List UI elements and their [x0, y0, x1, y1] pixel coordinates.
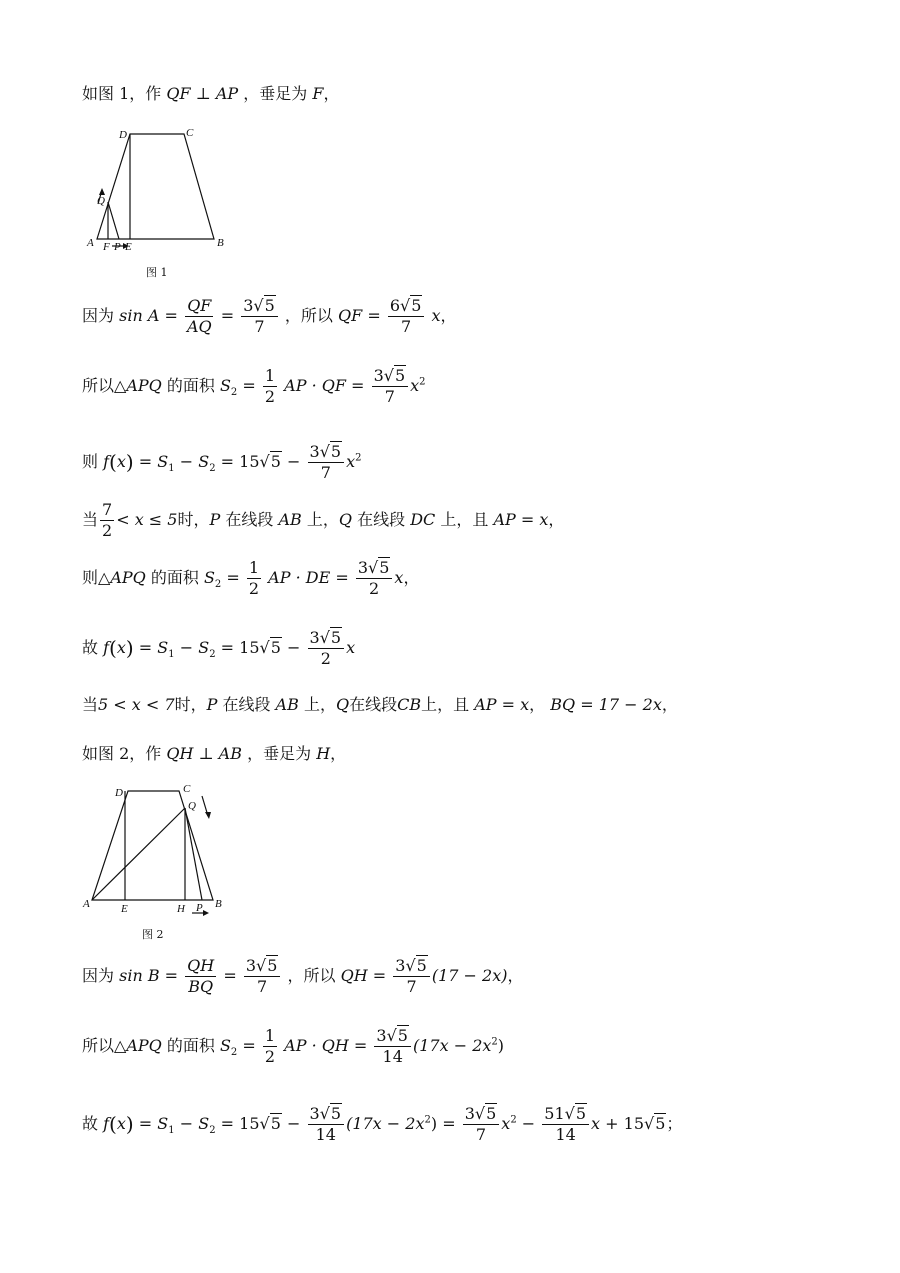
numerator	[374, 1028, 411, 1047]
denominator: 7	[257, 977, 268, 996]
math-expression: QH =	[340, 966, 387, 985]
figure-2	[82, 780, 242, 945]
denominator: 2	[264, 387, 276, 406]
numerator: 7	[102, 500, 113, 519]
math-var: H	[316, 744, 331, 763]
label-a: A	[87, 237, 94, 249]
minus: −	[287, 638, 301, 657]
numerator	[244, 958, 281, 977]
punct: ；	[666, 1114, 683, 1133]
radicand: 5	[264, 296, 275, 315]
sqrt-symbol: √5	[474, 1104, 497, 1123]
text: 上，	[303, 695, 336, 714]
radicand: 5	[397, 1026, 408, 1045]
paren: )	[125, 450, 134, 474]
numerator: QF	[187, 296, 212, 315]
fraction	[463, 1106, 500, 1143]
math-var: S	[157, 452, 169, 471]
subscript: 2	[209, 649, 216, 661]
line-3	[82, 368, 426, 405]
superscript: 2	[491, 1036, 498, 1048]
segment-aq	[92, 808, 185, 900]
paren: (	[109, 636, 117, 660]
sqrt-symbol: √5	[319, 442, 342, 461]
math-var: x	[431, 306, 441, 325]
radicand: 5	[486, 1104, 497, 1123]
radicand: 5	[270, 638, 281, 657]
text: ，所以	[287, 966, 336, 985]
math-var: AB	[278, 510, 302, 529]
punct: ，	[548, 510, 565, 529]
equals: =	[242, 376, 256, 395]
sqrt-symbol: √5	[319, 1104, 342, 1123]
radicand: 5	[270, 452, 281, 471]
math-var: CB	[397, 695, 422, 714]
math-expression: (17x − 2x	[412, 1036, 492, 1055]
subscript: 2	[209, 463, 216, 475]
paren: )	[125, 1112, 134, 1136]
text: 时，	[177, 510, 210, 529]
radicand: 5	[416, 956, 427, 975]
math-expression: QH ⊥ AB	[166, 744, 242, 763]
denominator: 2	[369, 579, 380, 598]
text: 如图 2，作	[82, 744, 162, 763]
text: 在线段	[222, 695, 271, 714]
denominator: 7	[254, 317, 265, 336]
coef: 3	[309, 628, 320, 647]
label-e: E	[121, 903, 128, 915]
math-var: x	[346, 638, 356, 657]
text: 当	[82, 695, 99, 714]
segment-qp	[185, 808, 202, 900]
math-expression: (17x − 2x	[346, 1114, 425, 1133]
numerator	[393, 958, 430, 977]
fraction	[542, 1106, 589, 1143]
line-4	[82, 444, 361, 481]
label-q: Q	[188, 800, 196, 812]
line-10	[82, 958, 524, 995]
text: ，垂足为	[243, 84, 308, 103]
numerator: QH	[187, 956, 215, 975]
label-p: P	[114, 241, 121, 253]
expression: + 15	[605, 1114, 645, 1133]
sqrt-symbol: √5	[368, 558, 390, 577]
numerator: 1	[264, 366, 276, 385]
math-var: x	[346, 452, 356, 471]
math-var: x	[591, 1114, 601, 1133]
text: 上，且	[440, 510, 489, 529]
math-var: F	[312, 84, 324, 103]
equals: =	[226, 568, 240, 587]
punct: ，	[323, 84, 340, 103]
denominator: 7	[384, 387, 395, 406]
coef: 3	[395, 956, 406, 975]
equals: =	[242, 1036, 256, 1055]
line-6	[82, 560, 419, 597]
label-h: H	[177, 903, 185, 915]
fraction	[308, 1106, 345, 1143]
denominator: 14	[555, 1125, 576, 1144]
label-e: E	[125, 241, 132, 253]
radicand: 5	[411, 296, 422, 315]
math-var: APQ	[126, 1036, 162, 1055]
radicand: 5	[330, 628, 342, 647]
arrowhead-q-icon	[205, 812, 211, 819]
punct: ，	[529, 695, 546, 714]
equals: =	[223, 966, 237, 985]
math-var: S	[219, 376, 231, 395]
fraction	[374, 1028, 411, 1065]
coef: 3	[245, 956, 257, 975]
sqrt-symbol: √5	[253, 296, 275, 315]
math-var: APQ	[110, 568, 146, 587]
punct: ，	[403, 568, 420, 587]
numerator: 1	[264, 1026, 276, 1045]
math-expression: BQ = 17 − 2x	[550, 695, 662, 714]
figure-2-diagram	[82, 780, 242, 945]
punct: ，	[440, 306, 457, 325]
math-var: x	[410, 376, 420, 395]
math-var: x	[394, 568, 404, 587]
coef: 51	[544, 1104, 565, 1123]
math-var: APQ	[126, 376, 162, 395]
math-expression: (17 − 2x)	[431, 966, 508, 985]
numerator	[308, 1106, 345, 1125]
coef: 3	[464, 1104, 475, 1123]
text: 当	[82, 510, 99, 529]
radicand: 5	[394, 366, 406, 385]
line-2	[82, 298, 457, 335]
superscript: 2	[419, 376, 426, 388]
denominator: AQ	[186, 317, 212, 336]
math-var: Q	[335, 695, 350, 714]
math-expression: AP = x	[474, 695, 530, 714]
math-var: x	[116, 1114, 126, 1133]
text: 的面积	[150, 568, 199, 587]
sqrt-symbol: √5	[564, 1104, 587, 1123]
numerator	[372, 368, 409, 387]
math-expression: AP · QF =	[284, 376, 365, 395]
label-c: C	[186, 127, 194, 139]
text: 所以△	[82, 376, 127, 395]
fraction	[372, 368, 409, 405]
math-var: S	[198, 638, 210, 657]
minus: −	[287, 452, 301, 471]
math-var: S	[203, 568, 215, 587]
sqrt-symbol: √5	[644, 1114, 666, 1133]
punct: ，	[661, 695, 678, 714]
math-var: f	[103, 1114, 110, 1133]
superscript: 2	[355, 452, 362, 464]
math-var: P	[209, 510, 221, 529]
fraction	[263, 1028, 277, 1065]
paren: (	[109, 1112, 117, 1136]
sqrt-symbol: √5	[256, 956, 278, 975]
fraction	[388, 298, 425, 335]
punct: ，	[507, 966, 524, 985]
coef: 3	[309, 1104, 320, 1123]
subscript: 2	[209, 1125, 216, 1137]
radicand: 5	[270, 1114, 281, 1133]
math-var: DC	[410, 510, 436, 529]
math-var: S	[219, 1036, 231, 1055]
text: 上，且	[421, 695, 470, 714]
denominator: 7	[401, 317, 412, 336]
math-var: AB	[275, 695, 299, 714]
line-5	[82, 502, 564, 539]
fraction	[356, 560, 393, 597]
sqrt-symbol: √5	[383, 366, 406, 385]
coef: 3	[373, 366, 384, 385]
expression: = 15	[220, 1114, 260, 1133]
paren: )	[125, 636, 134, 660]
line-11	[82, 1028, 504, 1065]
equals: =	[138, 1114, 153, 1133]
subscript: 2	[230, 387, 238, 399]
label-b: B	[215, 898, 222, 910]
text: 因为	[82, 306, 115, 325]
radicand: 5	[330, 1104, 342, 1123]
text: ，垂足为	[247, 744, 312, 763]
radicand: 5	[575, 1104, 587, 1123]
expression: = 15	[220, 452, 260, 471]
fraction	[263, 368, 277, 405]
line-9	[82, 746, 346, 762]
numerator	[308, 630, 345, 649]
label-a: A	[83, 898, 90, 910]
label-c: C	[183, 783, 191, 795]
numerator: 1	[248, 558, 260, 577]
minus: −	[179, 452, 194, 471]
denominator: 14	[382, 1047, 403, 1066]
math-var: P	[206, 695, 218, 714]
sqrt-symbol: √5	[405, 956, 427, 975]
numerator	[308, 444, 345, 463]
math-var: f	[103, 452, 110, 471]
math-var: S	[198, 1114, 210, 1133]
fraction	[393, 958, 430, 995]
sqrt-symbol: √5	[259, 1114, 281, 1133]
subscript: 1	[168, 1125, 175, 1137]
text: 故	[82, 1114, 99, 1133]
text: 在线段	[349, 695, 398, 714]
subscript: 2	[214, 579, 222, 591]
fraction	[185, 298, 214, 335]
arrowhead-p-icon	[203, 910, 209, 916]
text: 时，	[174, 695, 207, 714]
math-expression: QF ⊥ AP	[166, 84, 239, 103]
equals: =	[220, 306, 235, 325]
text: 因为	[82, 966, 115, 985]
paren: )	[497, 1036, 505, 1055]
math-expression: AP · QH =	[284, 1036, 368, 1055]
minus: −	[179, 1114, 194, 1133]
math-var: S	[157, 638, 169, 657]
math-expression: 5 < x < 7	[98, 695, 175, 714]
text: 所以△	[82, 1036, 127, 1055]
coef: 3	[376, 1026, 387, 1045]
fraction	[100, 502, 114, 539]
coef: 3	[243, 296, 254, 315]
superscript: 2	[510, 1114, 517, 1126]
subscript: 1	[168, 463, 175, 475]
sqrt-symbol: √5	[400, 296, 422, 315]
math-var: Q	[338, 510, 353, 529]
label-d: D	[119, 129, 127, 141]
denominator: 2	[248, 579, 260, 598]
math-var: S	[198, 452, 210, 471]
radicand: 5	[330, 442, 342, 461]
line-7	[82, 630, 355, 667]
math-expression: AP · DE =	[268, 568, 349, 587]
math-expression: sin B =	[119, 966, 179, 985]
math-var: x	[116, 638, 126, 657]
text: 上，	[306, 510, 339, 529]
subscript: 1	[168, 649, 175, 661]
equals: =	[138, 452, 153, 471]
fraction	[244, 958, 281, 995]
denominator: 2	[102, 521, 113, 540]
math-var: x	[116, 452, 126, 471]
coef: 6	[389, 296, 401, 315]
equals: =	[442, 1114, 456, 1133]
paren: (	[109, 450, 117, 474]
label-b: B	[217, 237, 224, 249]
label-d: D	[115, 787, 123, 799]
coef: 3	[357, 558, 369, 577]
text: 的面积	[166, 1036, 215, 1055]
figure-1-caption: 图 1	[146, 266, 168, 279]
line-8	[82, 697, 678, 713]
denominator: 2	[320, 649, 331, 668]
subscript: 2	[230, 1047, 238, 1059]
figure-1-diagram	[82, 122, 242, 282]
radicand: 5	[655, 1114, 666, 1133]
minus: −	[179, 638, 194, 657]
superscript: 2	[424, 1114, 431, 1126]
equals: =	[138, 638, 153, 657]
label-p: P	[196, 902, 203, 914]
radicand: 5	[267, 956, 278, 975]
numerator	[463, 1106, 500, 1125]
text: ，所以	[284, 306, 333, 325]
punct: ，	[330, 744, 347, 763]
sqrt-symbol: √5	[259, 638, 281, 657]
numerator	[542, 1106, 589, 1125]
minus: −	[287, 1114, 301, 1133]
fraction	[308, 630, 345, 667]
expression: = 15	[220, 638, 260, 657]
line-12	[82, 1106, 682, 1143]
text: 则	[82, 452, 99, 471]
label-q: Q	[97, 195, 105, 207]
coef: 3	[309, 442, 320, 461]
denominator: 7	[475, 1125, 487, 1144]
line-1	[82, 86, 339, 102]
figure-1	[82, 122, 242, 282]
denominator: 7	[406, 977, 417, 996]
denominator: 7	[320, 463, 331, 482]
text: 在线段	[357, 510, 406, 529]
math-expression: sin A =	[119, 306, 178, 325]
fraction	[241, 298, 278, 335]
label-f: F	[103, 241, 110, 253]
numerator	[241, 298, 278, 317]
text: 的面积	[166, 376, 215, 395]
math-expression: AP = x	[493, 510, 549, 529]
text: 如图 1，作	[82, 84, 162, 103]
radicand: 5	[379, 558, 390, 577]
numerator	[388, 298, 425, 317]
math-var: S	[157, 1114, 169, 1133]
sqrt-symbol: √5	[319, 628, 342, 647]
text: 故	[82, 638, 99, 657]
math-expression: < x ≤ 5	[116, 510, 178, 529]
denominator: 2	[264, 1047, 276, 1066]
math-expression: QF =	[338, 306, 381, 325]
arrowhead-q-icon	[99, 188, 105, 195]
fraction	[185, 958, 216, 995]
figure-2-caption: 图 2	[142, 928, 164, 941]
denominator: 14	[315, 1125, 336, 1144]
fraction	[308, 444, 345, 481]
math-var: f	[103, 638, 110, 657]
minus: −	[521, 1114, 536, 1133]
segment-qp	[108, 202, 119, 239]
fraction	[247, 560, 261, 597]
text: 则△	[82, 568, 111, 587]
text: 在线段	[225, 510, 274, 529]
sqrt-symbol: √5	[259, 452, 281, 471]
math-var: x	[501, 1114, 511, 1133]
denominator: BQ	[188, 977, 214, 996]
paren: )	[430, 1114, 438, 1133]
numerator	[356, 560, 393, 579]
sqrt-symbol: √5	[386, 1026, 408, 1045]
